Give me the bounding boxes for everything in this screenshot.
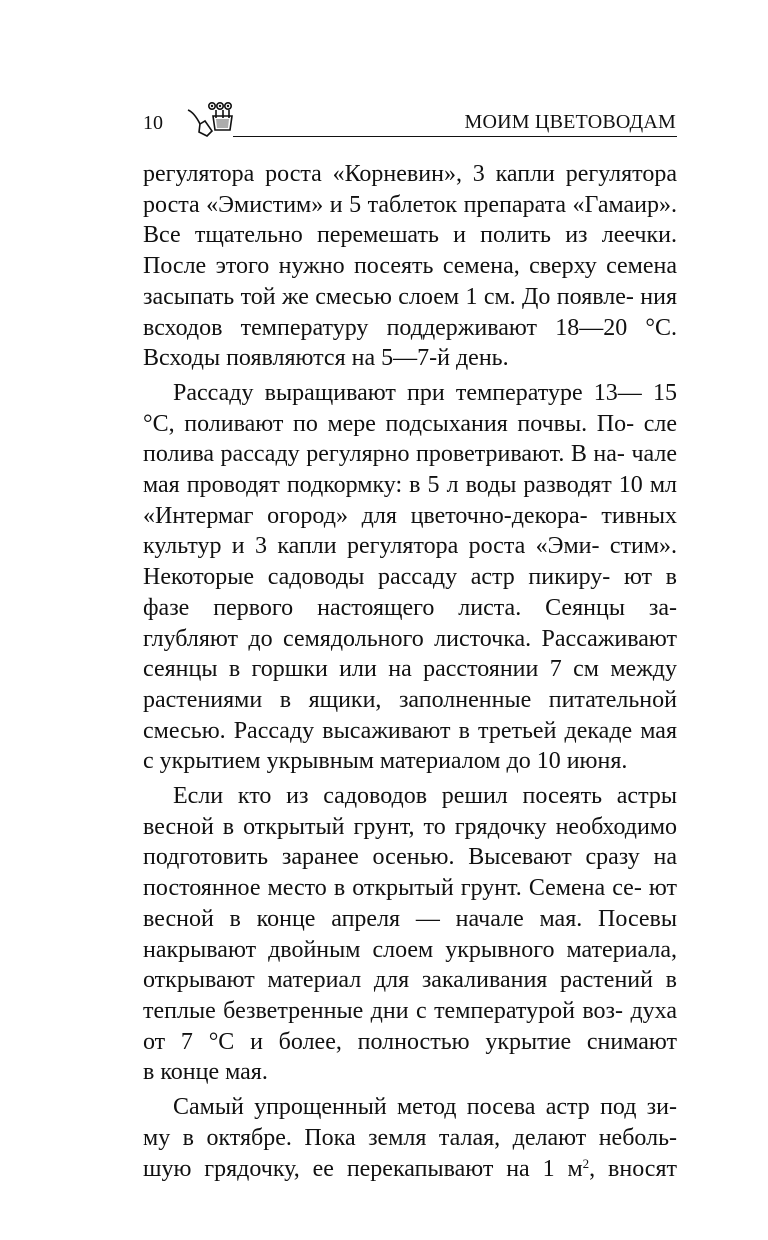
text-line: тивных культур и 3 капли регулятора роста «Эми- — [143, 502, 677, 560]
text-line: шую грядочку, ее перекапывают на 1 м — [143, 1155, 583, 1182]
header-rule — [233, 136, 677, 137]
text-line: глубляют до семядольного листочка. Рассаживают — [143, 625, 677, 652]
text-line: чале мая проводят подкормку: в 5 л воды разводят — [143, 441, 678, 499]
text-line: 10 мл «Интермаг огород» для цветочно-декора- — [143, 472, 677, 529]
paragraph-2-end — [143, 746, 677, 777]
paragraph-3 — [143, 781, 677, 1057]
text-line: Рассаду выращивают при температуре 13— — [173, 379, 642, 406]
text-line: ния всходов температуру поддерживают 18—20 °С. — [143, 283, 677, 341]
text-line: Всходы появляются на 5—7-й день. — [143, 345, 509, 372]
text-line: открывают материал для закаливания растений — [143, 967, 653, 994]
paragraph-1 — [143, 159, 677, 343]
paragraph-4 — [143, 1092, 677, 1184]
garden-trowel-flowers-icon — [185, 100, 237, 138]
text-line: в теплые безветренные дни с температурой воз- — [143, 967, 677, 1024]
paragraph-2 — [143, 378, 677, 746]
paragraph-1-end — [143, 343, 677, 374]
text-line: постоянное место в открытый грунт. Семена се- — [143, 875, 642, 902]
text-line: Все тщательно перемешать и полить из леечки. — [143, 222, 677, 249]
text-line: , вносят — [589, 1155, 677, 1182]
text-line: сле полива рассаду регулярно проветривают. В на- — [143, 410, 677, 468]
text-line: растениями в ящики, заполненные питательной — [143, 686, 677, 713]
text-line: регулятора роста «Корневин», 3 капли регулятора — [143, 161, 677, 187]
text-line: накрывают двойным слоем укрывного материала, — [143, 936, 677, 963]
text-line: духа от 7 °С и более, полностью укрытие снимают — [143, 997, 677, 1055]
text-line: му в октябре. Пока земля талая, делают неболь- — [143, 1124, 677, 1151]
page-number: 10 — [143, 112, 163, 134]
text-line: в конце мая. — [143, 1059, 268, 1086]
text-line: стим». Некоторые садоводы рассаду астр пикиру- — [143, 533, 677, 591]
body-text — [143, 159, 677, 1184]
text-line: сеянцы в горшки или на расстоянии 7 см между — [143, 656, 677, 683]
text-line: смесью. Рассаду высаживают в третьей декаде мая — [143, 717, 677, 744]
running-title: МОИМ ЦВЕТОВОДАМ — [464, 111, 676, 133]
text-line: 15 °С, поливают по мере подсыхания почвы. По- — [143, 379, 678, 437]
ornament-graphic — [185, 100, 237, 138]
text-line: подготовить заранее осенью. Высевают сразу на — [143, 844, 677, 871]
text-line: Если кто из садоводов решил посеять астры — [173, 783, 677, 810]
paragraph-3-end — [143, 1057, 677, 1088]
text-line: Самый упрощенный метод посева астр под зи- — [173, 1094, 677, 1121]
superscript-two: 2 — [582, 1155, 590, 1171]
text-line: засыпать той же смесью слоем 1 см. До появле- — [143, 283, 634, 310]
text-line: ют весной в конце апреля — начале мая. Посевы — [143, 875, 678, 932]
text-line: с укрытием укрывным материалом до 10 июня. — [143, 748, 628, 775]
text-line: ют в фазе первого настоящего листа. Сеянцы за- — [143, 564, 678, 621]
text-line: После этого нужно посеять семена, сверху семена — [143, 253, 677, 280]
text-line: роста «Эмистим» и 5 таблеток препарата «Гамаир». — [143, 191, 677, 218]
text-line: весной в открытый грунт, то грядочку необходимо — [143, 813, 677, 840]
